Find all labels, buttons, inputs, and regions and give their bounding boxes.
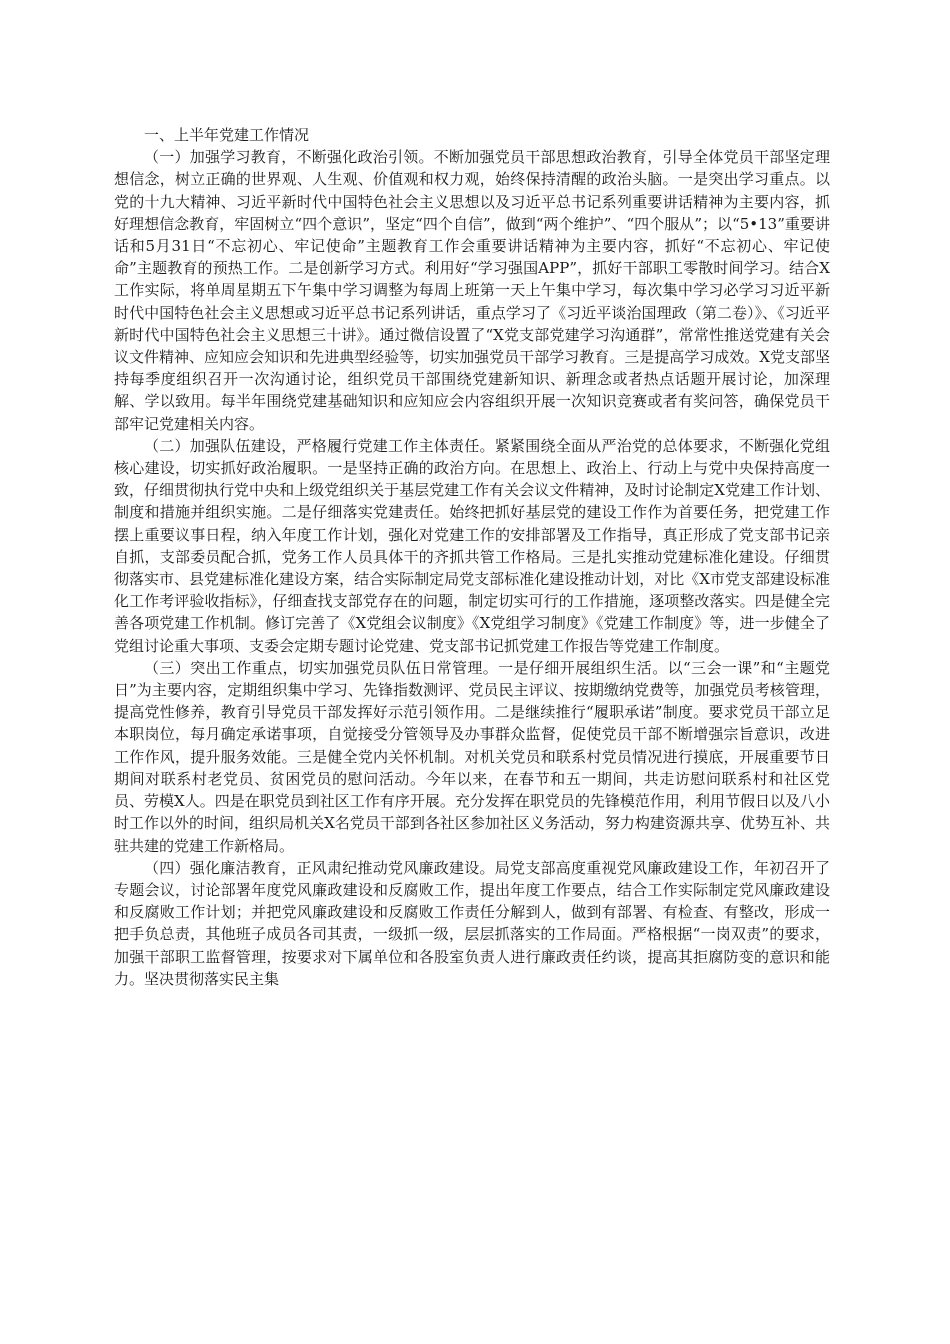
paragraph-member-management: （三）突出工作重点，切实加强党员队伍日常管理。一是仔细开展组织生活。以“三会一课”和“主题党日”为主要内容，定期组织集中学习、先锋指数测评、党员民主评议、按期缴纳党费等，加强党员考核管理，提高党性修养，教育引导党员干部发挥好示范引领作用。二是继续推行“履职承诺”制度。要求党员干部立足本职岗位，每月确定承诺事项，自觉接受分管领导及办事群众监督，促使党员干部不断增强宗旨意识，改进工作作风，提升服务效能。三是健全党内关怀机制。对机关党员和联系村党员情况进行摸底，开展重要节日期间对联系村老党员、贫困党员的慰问活动。今年以来，在春节和五一期间，共走访慰问联系村和社区党员、劳模X人。四是在职党员到社区工作有序开展。充分发挥在职党员的先锋模范作用，利用节假日以及八小时工作以外的时间，组织局机关X名党员干部到各社区参加社区义务活动，努力构建资源共享、优势互补、共驻共建的党建工作新格局。 — [114, 658, 830, 855]
paragraph-study-education: （一）加强学习教育，不断强化政治引领。不断加强党员干部思想政治教育，引导全体党员干部坚定理想信念，树立正确的世界观、人生观、价值观和权力观，始终保持清醒的政治头脑。一是突出学习重点。以党的十九大精神、习近平新时代中国特色社会主义思想以及习近平总书记系列重要讲话精神为主要内容，抓好理想信念教育，牢固树立“四个意识”，坚定“四个自信”，做到“两个维护”、“四个服从”；以“5•13”重要讲话和5月31日“不忘初心、牢记使命”主题教育工作会重要讲话精神为主要内容，抓好“不忘初心、牢记使命”主题教育的预热工作。二是创新学习方式。利用好“学习强国APP”，抓好干部职工零散时间学习。结合X工作实际，将单周星期五下午集中学习调整为每周上班第一天上午集中学习，每次集中学习必学习习近平新时代中国特色社会主义思想或习近平总书记系列讲话，重点学习了《习近平谈治国理政（第二卷）》、《习近平新时代中国特色社会主义思想三十讲》。通过微信设置了“X党支部党建学习沟通群”，常常性推送党建有关会议文件精神、应知应会知识和先进典型经验等，切实加强党员干部学习教育。三是提高学习成效。X党支部坚持每季度组织召开一次沟通讨论，组织党员干部围绕党建新知识、新理念或者热点话题开展讨论，加深理解、学以致用。每半年围绕党建基础知识和应知应会内容组织开展一次知识竞赛或者有奖问答，确保党员干部牢记党建相关内容。 — [114, 148, 830, 433]
paragraph-team-building: （二）加强队伍建设，严格履行党建工作主体责任。紧紧围绕全面从严治党的总体要求，不断强化党组核心建设，切实抓好政治履职。一是坚持正确的政治方向。在思想上、政治上、行动上与党中央保持高度一致，仔细贯彻执行党中央和上级党组织关于基层党建工作有关会议文件精神，及时讨论制定X党建工作计划、制度和措施并组织实施。二是仔细落实党建责任。始终把抓好基层党的建设工作作为首要任务，把党建工作摆上重要议事日程，纳入年度工作计划，强化对党建工作的安排部署及工作指导，真正形成了党支部书记亲自抓，支部委员配合抓，党务工作人员具体干的齐抓共管工作格局。三是扎实推动党建标准化建设。仔细贯彻落实市、县党建标准化建设方案，结合实际制定局党支部标准化建设推动计划，对比《X市党支部建设标准化工作考评验收指标》，仔细查找支部党存在的问题，制定切实可行的工作措施，逐项整改落实。四是健全完善各项党建工作机制。修订完善了《X党组会议制度》《X党组学习制度》《党建工作制度》等，进一步健全了党组讨论重大事项、支委会定期专题讨论党建、党支部书记抓党建工作报告等党建工作制度。 — [114, 436, 830, 655]
paragraph-integrity-education: （四）强化廉洁教育，正风肃纪推动党风廉政建设。局党支部高度重视党风廉政建设工作，年初召开了专题会议，讨论部署年度党风廉政建设和反腐败工作，提出年度工作要点，结合工作实际制定党风廉政建设和反腐败工作计划；并把党风廉政建设和反腐败工作责任分解到人，做到有部署、有检查、有整改，形成一把手负总责，其他班子成员各司其责，一级抓一级，层层抓落实的工作局面。严格根据“一岗双责”的要求，加强干部职工监督管理，按要求对下属单位和各股室负责人进行廉政责任约谈，提高其拒腐防变的意识和能力。坚决贯彻落实民主集 — [114, 858, 830, 988]
document-body — [114, 124, 830, 990]
section-heading: 一、上半年党建工作情况 — [144, 126, 310, 144]
